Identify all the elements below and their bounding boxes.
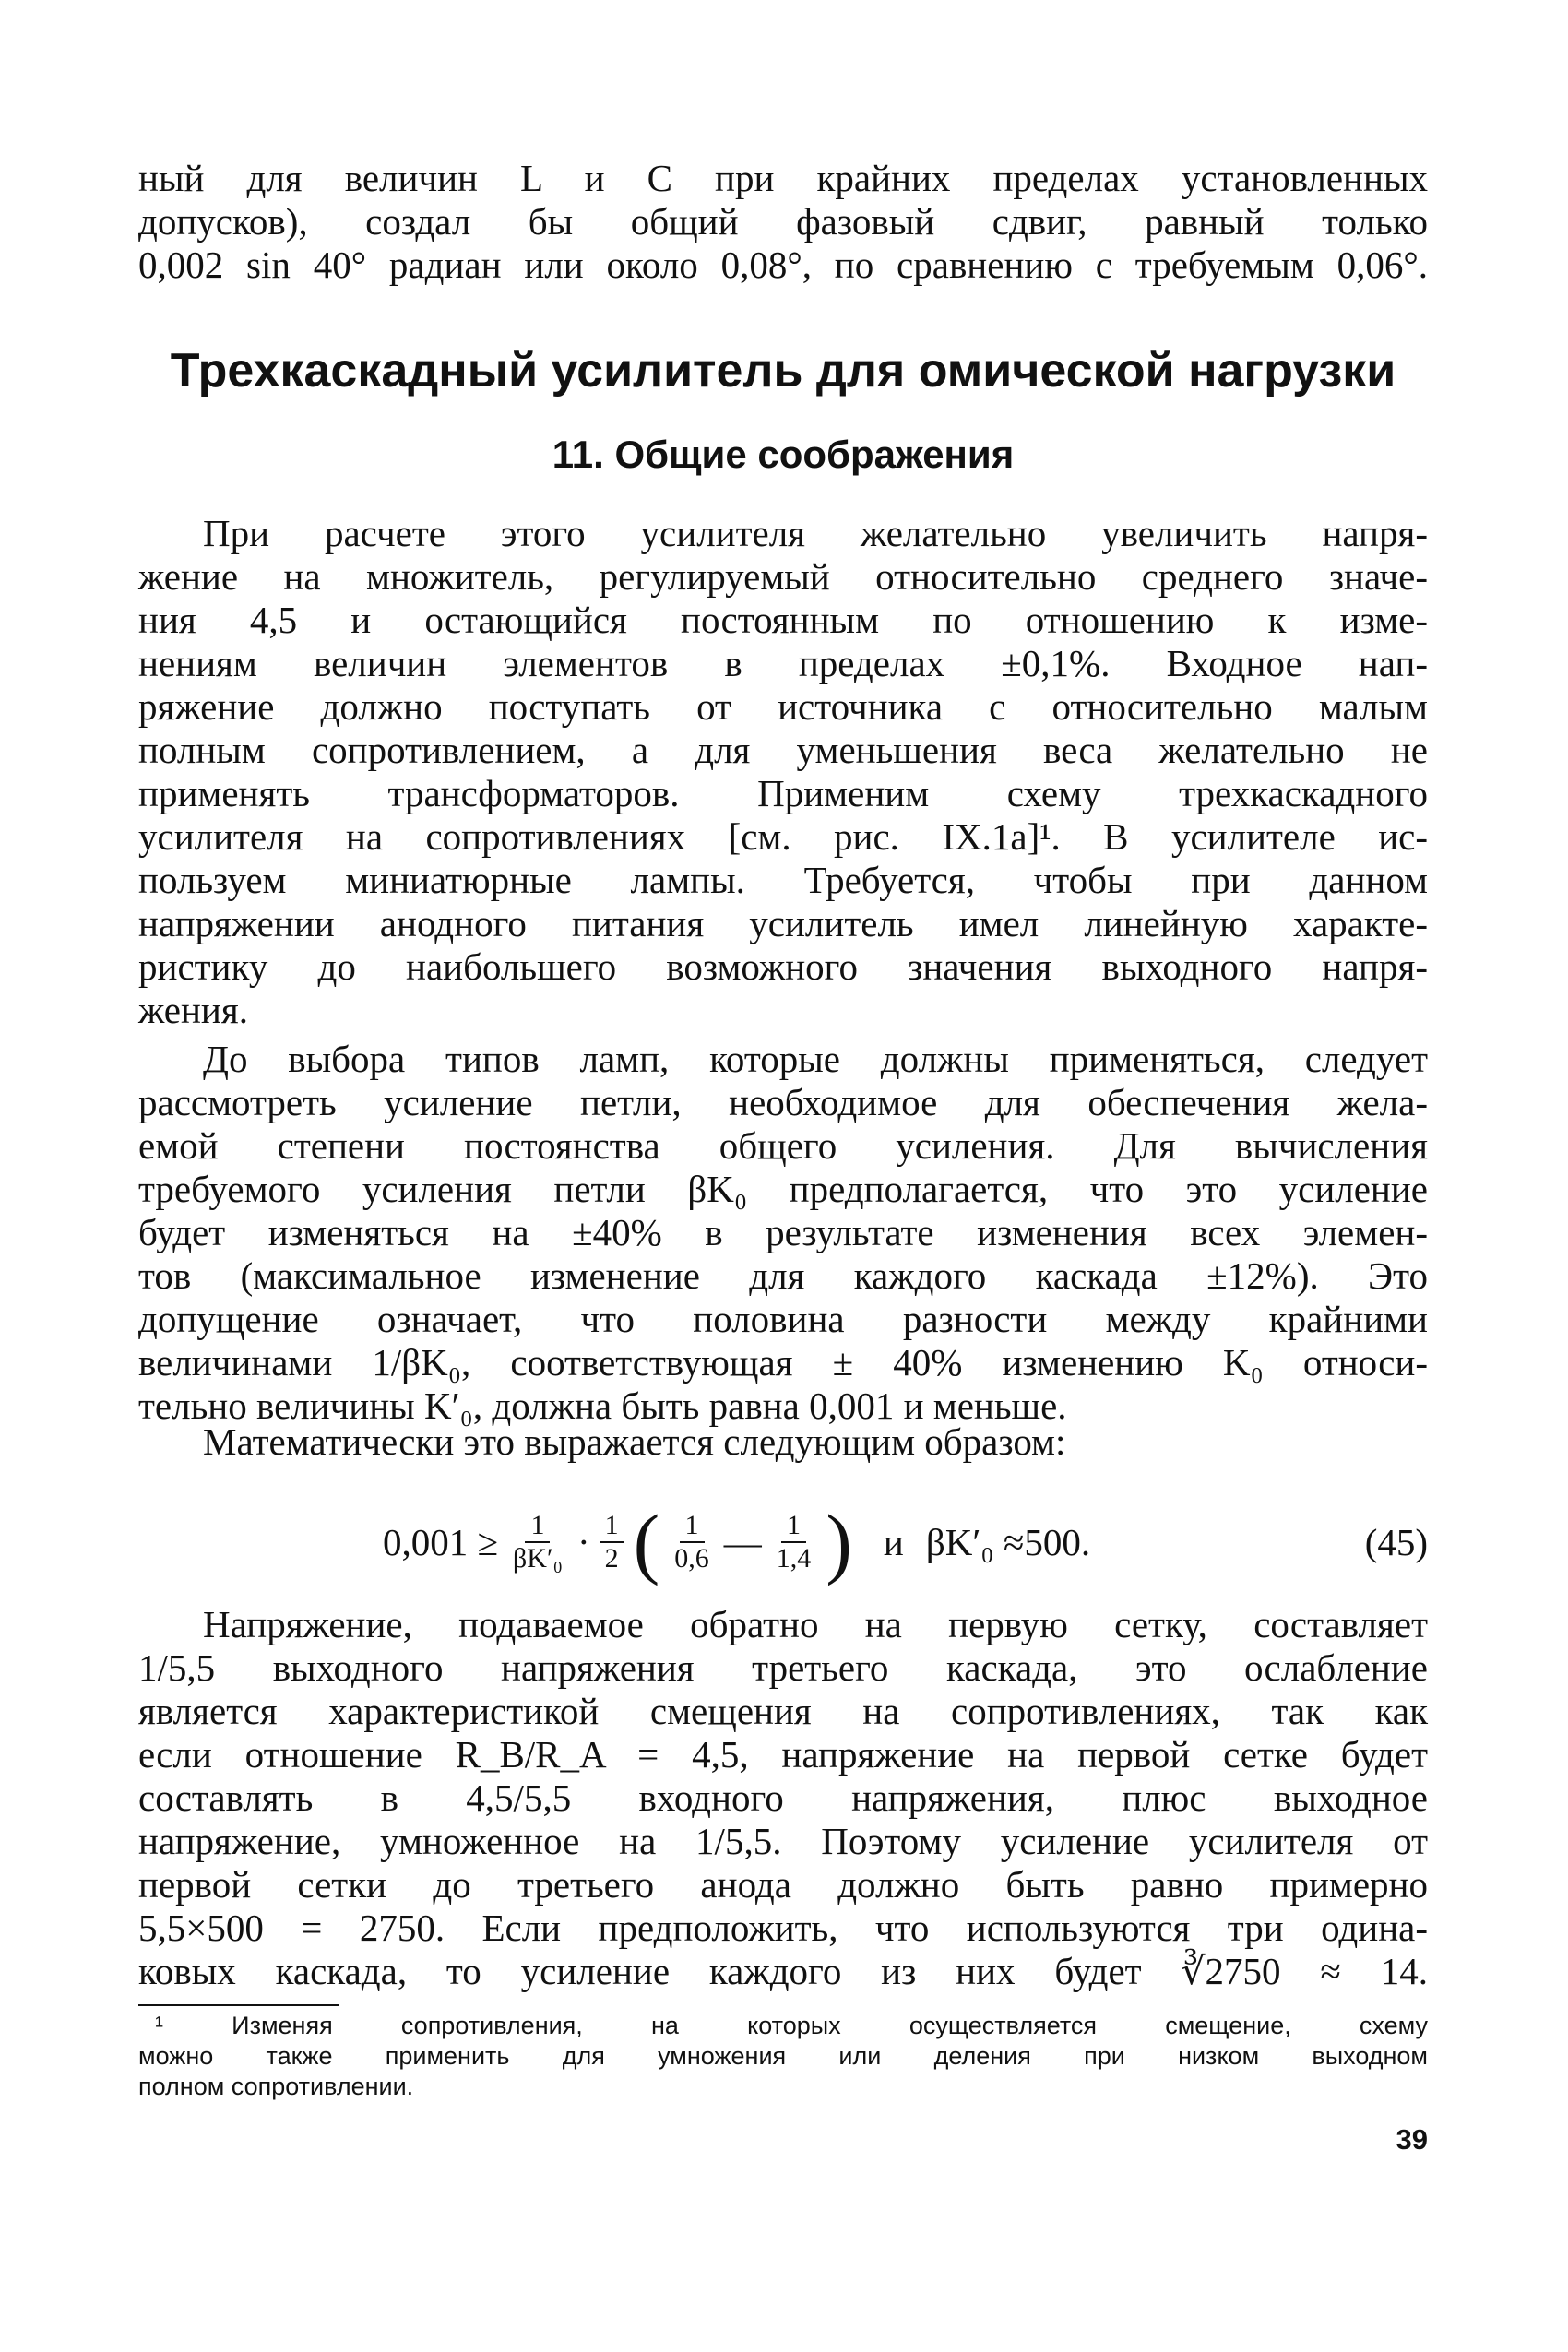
paragraph-general-considerations xyxy=(138,512,1428,1032)
text-line: тельно величины K′₀, должна быть равна 0,001 и меньше. xyxy=(138,1384,1067,1427)
page-number: 39 xyxy=(1396,2123,1428,2156)
fraction: $\frac{1}{\text{βK′₀}}$ xyxy=(513,1510,563,1574)
close-paren: ) xyxy=(826,1498,852,1586)
footnote-line: ¹ Изменяя сопротивления, на которых осуществляется смещение, схему xyxy=(155,2012,1428,2039)
text-line: ния 4,5 и остающийся постоянным по отношению к изме- xyxy=(138,599,1428,641)
text-line: если отношение R_B/R_A = 4,5, напряжение на первой сетке будет xyxy=(138,1733,1428,1776)
paragraph-feedback xyxy=(138,1603,1428,1993)
text-line: требуемого усиления петли βK₀ предполагается, что это усиление xyxy=(138,1168,1428,1210)
text-line: емой степени постоянства общего усиления. Для вычисления xyxy=(138,1124,1428,1167)
formula-rhs: βK′₀ ≈500. xyxy=(925,1521,1091,1563)
text-line: жение на множитель, регулируемый относительно среднего значе- xyxy=(138,555,1428,598)
text-line: ристику до наибольшего возможного значения выходного напря- xyxy=(138,945,1428,988)
text-line: пользуем миниатюрные лампы. Требуется, чтобы при данном xyxy=(138,859,1428,901)
paragraph-math-intro xyxy=(138,1420,1428,1464)
text-line: 1/5,5 выходного напряжения третьего каскада, это ослабление xyxy=(138,1646,1428,1689)
paragraph-loop-gain xyxy=(138,1038,1428,1428)
minus-sign: — xyxy=(723,1521,762,1563)
text-line: 0,002 sin 40° радиан или около 0,08°, по сравнению с требуемым 0,06°. xyxy=(138,244,1428,286)
text-line: 5,5×500 = 2750. Если предположить, что используются три одина- xyxy=(138,1907,1428,1949)
text-line: усилителя на сопротивлениях [см. рис. IX.1a]¹. В усилителе ис- xyxy=(138,815,1428,858)
text-line: является характеристикой смещения на сопротивлениях, так как xyxy=(138,1690,1428,1732)
text-line: напряжение, умноженное на 1/5,5. Поэтому усиление усилителя от xyxy=(138,1820,1428,1862)
text-line: величинами 1/βK₀, соответствующая ± 40% изменению K₀ относи- xyxy=(138,1341,1428,1384)
text-line: нениям величин элементов в пределах ±0,1%. Входное нап- xyxy=(138,642,1428,684)
text-line: первой сетки до третьего анода должно быть равно примерно xyxy=(138,1863,1428,1906)
fraction: $\frac{1}{2}$ xyxy=(600,1510,624,1574)
text-line: Напряжение, подаваемое обратно на первую сетку, составляет xyxy=(203,1603,1428,1645)
formula-lhs: 0,001 ≥ xyxy=(383,1521,499,1563)
equation-number: (45) xyxy=(1364,1521,1428,1563)
fraction: $\frac{1}{0,6}$ xyxy=(674,1510,709,1574)
subsection-title: 11. Общие соображения xyxy=(552,433,1015,476)
text-line: допусков), создал бы общий фазовый сдвиг, равный только xyxy=(138,200,1428,243)
footnote xyxy=(138,2011,1428,2102)
text-line: ряжение должно поступать от источника с относительно малым xyxy=(138,685,1428,728)
section-title: Трехкаскадный усилитель для омической нагрузки xyxy=(170,344,1396,398)
text-line: рассмотреть усиление петли, необходимое для обеспечения жела- xyxy=(138,1081,1428,1123)
text-line: тов (максимальное изменение для каждого каскада ±12%). Это xyxy=(138,1254,1428,1297)
fraction: $\frac{1}{1,4}$ xyxy=(776,1510,812,1574)
text-line: Математически это выражается следующим образом: xyxy=(203,1420,1066,1463)
text-line: составлять в 4,5/5,5 входного напряжения, плюс выходное xyxy=(138,1776,1428,1819)
text-line: полным сопротивлением, а для уменьшения веса желательно не xyxy=(138,729,1428,771)
text-line: будет изменяться на ±40% в результате изменения всех элемен- xyxy=(138,1211,1428,1253)
text-line: напряжении анодного питания усилитель имел линейную характе- xyxy=(138,902,1428,944)
equation-45 xyxy=(138,1487,1428,1598)
text-line: До выбора типов ламп, которые должны применяться, следует xyxy=(203,1038,1428,1080)
footnote-line: полном сопротивлении. xyxy=(138,2073,414,2100)
footnote-line: можно также применить для умножения или деления при низком выходном xyxy=(138,2042,1428,2070)
text-line: ковых каскада, то усиление каждого из них будет ∛2750 ≈ 14. xyxy=(138,1950,1428,1992)
conjunction: и xyxy=(883,1521,904,1563)
continued-paragraph xyxy=(138,157,1428,287)
text-line: ный для величин L и C при крайних пределах установленных xyxy=(138,157,1428,199)
text-line: При расчете этого усилителя желательно увеличить напря- xyxy=(203,512,1428,554)
text-line: допущение означает, что половина разности между крайними xyxy=(138,1298,1428,1340)
text-line: жения. xyxy=(138,989,248,1031)
footnote-divider xyxy=(138,2004,339,2006)
open-paren: ( xyxy=(633,1498,660,1586)
multiply-dot: · xyxy=(576,1521,590,1563)
text-line: применять трансформаторов. Применим схему трехкаскадного xyxy=(138,772,1428,814)
